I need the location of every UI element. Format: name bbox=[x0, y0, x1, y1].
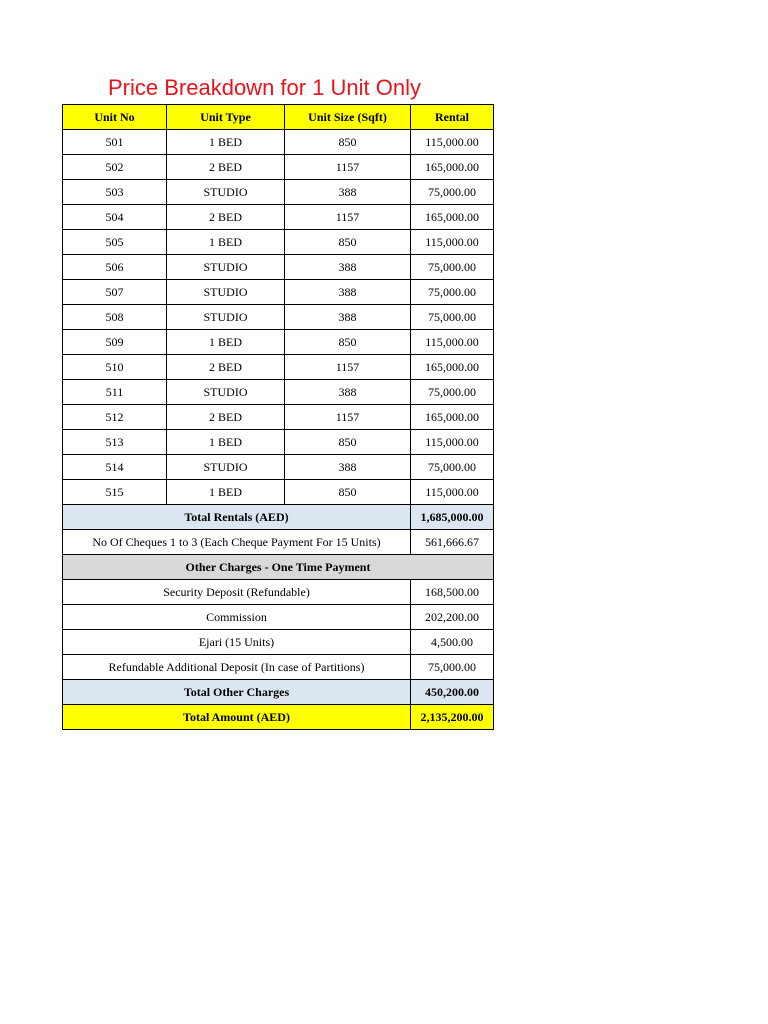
unit-size-cell: 1157 bbox=[285, 205, 411, 230]
charge-row bbox=[63, 655, 494, 680]
unit-row bbox=[63, 155, 494, 180]
unit-size-cell: 850 bbox=[285, 130, 411, 155]
charge-label: Security Deposit (Refundable) bbox=[63, 580, 411, 605]
cheques-label: No Of Cheques 1 to 3 (Each Cheque Payment For 15 Units) bbox=[63, 530, 411, 555]
unit-rental-cell: 75,000.00 bbox=[411, 180, 494, 205]
unit-type-cell: 1 BED bbox=[167, 230, 285, 255]
unit-size-cell: 388 bbox=[285, 305, 411, 330]
unit-rental-cell: 165,000.00 bbox=[411, 155, 494, 180]
total-other-charges-row bbox=[63, 680, 494, 705]
charge-value: 202,200.00 bbox=[411, 605, 494, 630]
unit-size-cell: 850 bbox=[285, 330, 411, 355]
unit-type-cell: 2 BED bbox=[167, 155, 285, 180]
unit-row bbox=[63, 355, 494, 380]
unit-row bbox=[63, 130, 494, 155]
other-charges-heading: Other Charges - One Time Payment bbox=[63, 555, 494, 580]
unit-no-cell: 504 bbox=[63, 205, 167, 230]
unit-type-cell: 2 BED bbox=[167, 355, 285, 380]
unit-size-cell: 388 bbox=[285, 180, 411, 205]
unit-type-cell: STUDIO bbox=[167, 280, 285, 305]
charge-label: Commission bbox=[63, 605, 411, 630]
unit-rental-cell: 115,000.00 bbox=[411, 130, 494, 155]
unit-rental-cell: 115,000.00 bbox=[411, 230, 494, 255]
cheques-row bbox=[63, 530, 494, 555]
unit-type-cell: 2 BED bbox=[167, 405, 285, 430]
unit-no-cell: 505 bbox=[63, 230, 167, 255]
unit-row bbox=[63, 205, 494, 230]
charge-value: 75,000.00 bbox=[411, 655, 494, 680]
unit-no-cell: 514 bbox=[63, 455, 167, 480]
unit-type-cell: STUDIO bbox=[167, 180, 285, 205]
unit-row bbox=[63, 230, 494, 255]
col-header-unit-no: Unit No bbox=[63, 105, 167, 130]
unit-type-cell: 1 BED bbox=[167, 330, 285, 355]
unit-type-cell: 1 BED bbox=[167, 480, 285, 505]
unit-size-cell: 850 bbox=[285, 230, 411, 255]
col-header-rental: Rental bbox=[411, 105, 494, 130]
unit-row bbox=[63, 280, 494, 305]
unit-no-cell: 510 bbox=[63, 355, 167, 380]
unit-row bbox=[63, 305, 494, 330]
unit-rental-cell: 75,000.00 bbox=[411, 305, 494, 330]
charge-label: Refundable Additional Deposit (In case of Partitions) bbox=[63, 655, 411, 680]
total-amount-row bbox=[63, 705, 494, 730]
unit-row bbox=[63, 330, 494, 355]
unit-size-cell: 388 bbox=[285, 455, 411, 480]
unit-type-cell: STUDIO bbox=[167, 255, 285, 280]
unit-no-cell: 503 bbox=[63, 180, 167, 205]
unit-size-cell: 388 bbox=[285, 255, 411, 280]
unit-rental-cell: 165,000.00 bbox=[411, 405, 494, 430]
unit-no-cell: 513 bbox=[63, 430, 167, 455]
page-title: Price Breakdown for 1 Unit Only bbox=[108, 75, 422, 100]
charge-value: 4,500.00 bbox=[411, 630, 494, 655]
total-amount-label: Total Amount (AED) bbox=[63, 705, 411, 730]
total-amount-value: 2,135,200.00 bbox=[411, 705, 494, 730]
unit-no-cell: 515 bbox=[63, 480, 167, 505]
unit-no-cell: 506 bbox=[63, 255, 167, 280]
unit-size-cell: 1157 bbox=[285, 405, 411, 430]
unit-type-cell: 2 BED bbox=[167, 205, 285, 230]
other-charges-heading-row bbox=[63, 555, 494, 580]
unit-rental-cell: 115,000.00 bbox=[411, 430, 494, 455]
total-rentals-label: Total Rentals (AED) bbox=[63, 505, 411, 530]
total-other-charges-label: Total Other Charges bbox=[63, 680, 411, 705]
unit-rental-cell: 75,000.00 bbox=[411, 380, 494, 405]
unit-rental-cell: 165,000.00 bbox=[411, 205, 494, 230]
charge-label: Ejari (15 Units) bbox=[63, 630, 411, 655]
unit-row bbox=[63, 180, 494, 205]
unit-no-cell: 502 bbox=[63, 155, 167, 180]
total-rentals-value: 1,685,000.00 bbox=[411, 505, 494, 530]
unit-no-cell: 509 bbox=[63, 330, 167, 355]
header-row bbox=[63, 105, 494, 130]
unit-size-cell: 850 bbox=[285, 430, 411, 455]
unit-rental-cell: 165,000.00 bbox=[411, 355, 494, 380]
unit-row bbox=[63, 430, 494, 455]
unit-rental-cell: 75,000.00 bbox=[411, 455, 494, 480]
unit-rental-cell: 115,000.00 bbox=[411, 480, 494, 505]
unit-no-cell: 507 bbox=[63, 280, 167, 305]
total-other-charges-value: 450,200.00 bbox=[411, 680, 494, 705]
unit-size-cell: 850 bbox=[285, 480, 411, 505]
unit-type-cell: 1 BED bbox=[167, 430, 285, 455]
unit-row bbox=[63, 405, 494, 430]
unit-size-cell: 1157 bbox=[285, 155, 411, 180]
col-header-unit-type: Unit Type bbox=[167, 105, 285, 130]
unit-row bbox=[63, 380, 494, 405]
unit-row bbox=[63, 255, 494, 280]
unit-type-cell: STUDIO bbox=[167, 455, 285, 480]
unit-no-cell: 512 bbox=[63, 405, 167, 430]
unit-row bbox=[63, 455, 494, 480]
unit-size-cell: 1157 bbox=[285, 355, 411, 380]
charge-row bbox=[63, 605, 494, 630]
unit-type-cell: 1 BED bbox=[167, 130, 285, 155]
unit-rental-cell: 75,000.00 bbox=[411, 280, 494, 305]
unit-type-cell: STUDIO bbox=[167, 380, 285, 405]
unit-row bbox=[63, 480, 494, 505]
unit-size-cell: 388 bbox=[285, 280, 411, 305]
cheques-value: 561,666.67 bbox=[411, 530, 494, 555]
unit-rental-cell: 75,000.00 bbox=[411, 255, 494, 280]
charge-value: 168,500.00 bbox=[411, 580, 494, 605]
unit-no-cell: 501 bbox=[63, 130, 167, 155]
charge-row bbox=[63, 580, 494, 605]
unit-size-cell: 388 bbox=[285, 380, 411, 405]
charge-row bbox=[63, 630, 494, 655]
total-rentals-row bbox=[63, 505, 494, 530]
unit-no-cell: 511 bbox=[63, 380, 167, 405]
unit-rental-cell: 115,000.00 bbox=[411, 330, 494, 355]
price-breakdown-table bbox=[62, 104, 494, 730]
col-header-unit-size: Unit Size (Sqft) bbox=[285, 105, 411, 130]
unit-no-cell: 508 bbox=[63, 305, 167, 330]
unit-type-cell: STUDIO bbox=[167, 305, 285, 330]
